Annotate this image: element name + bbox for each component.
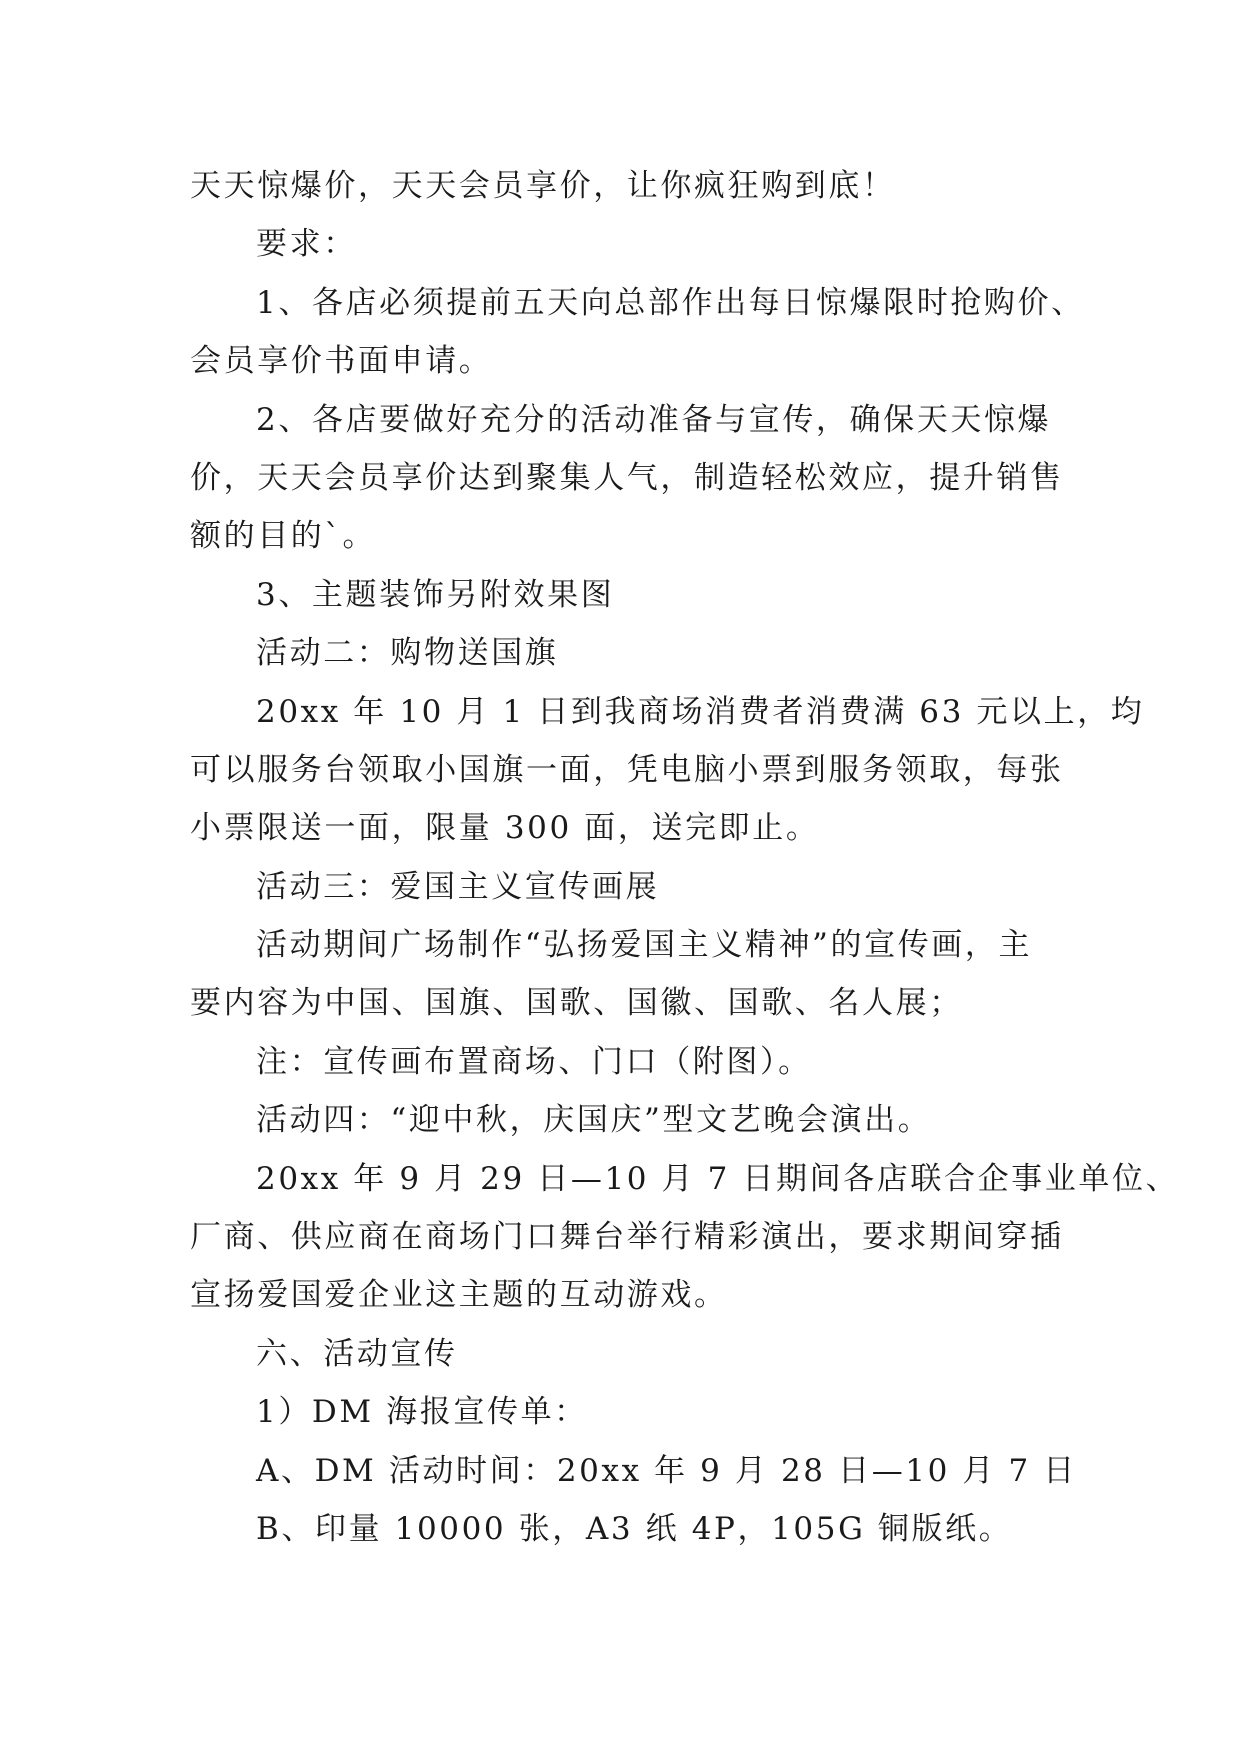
text-line: 20xx 年 10 月 1 日到我商场消费者消费满 63 元以上，均 (256, 693, 1145, 730)
text-line: 宣扬爱国爱企业这主题的互动游戏。 (190, 1277, 728, 1314)
text-line: 活动四：“迎中秋，庆国庆”型文艺晚会演出。 (256, 1102, 932, 1139)
document-body (190, 157, 1180, 1558)
text-line: 可以服务台领取小国旗一面，凭电脑小票到服务领取，每张 (190, 751, 1064, 788)
text-line: 2、各店要做好充分的活动准备与宣传，确保天天惊爆 (256, 401, 1052, 438)
text-line: 要求： (256, 226, 357, 263)
text-line: 3、主题装饰另附效果图 (256, 576, 615, 613)
text-line: 价，天天会员享价达到聚集人气，制造轻松效应，提升销售 (190, 459, 1064, 496)
text-line: 20xx 年 9 月 29 日—10 月 7 日期间各店联合企事业单位、 (256, 1160, 1180, 1197)
text-line: 厂商、供应商在商场门口舞台举行精彩演出，要求期间穿插 (190, 1219, 1064, 1256)
text-line: 1、各店必须提前五天向总部作出每日惊爆限时抢购价、 (256, 284, 1085, 321)
text-line: 注：宣传画布置商场、门口（附图）。 (256, 1043, 812, 1080)
text-line: A、DM 活动时间：20xx 年 9 月 28 日—10 月 7 日 (256, 1452, 1077, 1489)
text-line: 1）DM 海报宣传单： (256, 1394, 588, 1431)
text-line: 六、活动宣传 (256, 1335, 458, 1372)
text-line: 额的目的`。 (190, 518, 377, 555)
text-line: 会员享价书面申请。 (190, 343, 493, 380)
text-line: B、印量 10000 张，A3 纸 4P，105G 铜版纸。 (256, 1510, 1013, 1547)
text-line: 小票限送一面，限量 300 面，送完即止。 (190, 810, 820, 847)
text-line: 要内容为中国、国旗、国歌、国徽、国歌、名人展； (190, 985, 963, 1022)
text-line: 活动三：爱国主义宣传画展 (256, 868, 660, 905)
text-line: 活动期间广场制作“弘扬爱国主义精神”的宣传画，主 (256, 927, 1033, 964)
text-line: 天天惊爆价，天天会员享价，让你疯狂购到底！ (190, 168, 896, 204)
text-line: 活动二：购物送国旗 (256, 635, 559, 672)
